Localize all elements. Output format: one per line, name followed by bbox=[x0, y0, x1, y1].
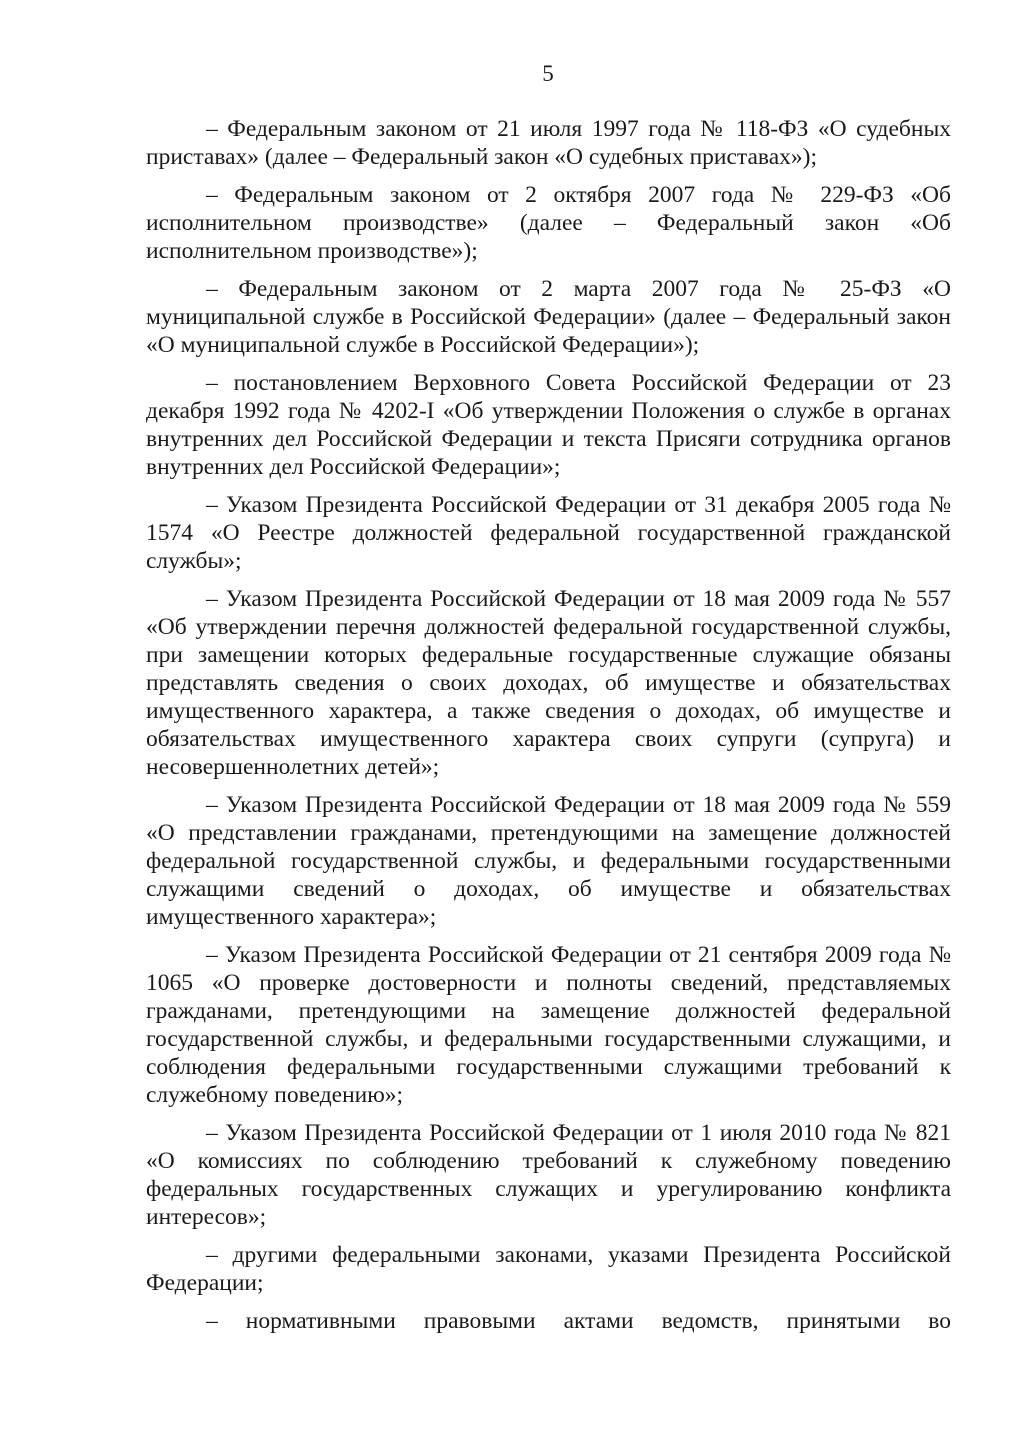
paragraph-ukaz-559: – Указом Президента Российской Федерации от 18 мая 2009 года № 559 «О представлении гражданами, претендующими на замещение должностей федеральной государственной службы, и федеральными государственными служащими сведений о доходах, об имуществе и обязательствах имущественного характера»; bbox=[146, 792, 951, 930]
document-body bbox=[146, 115, 951, 1345]
paragraph-other-laws: – другими федеральными законами, указами Президента Российской Федерации; bbox=[146, 1242, 951, 1296]
paragraph-ukaz-1065: – Указом Президента Российской Федерации от 21 сентября 2009 года № 1065 «О проверке достоверности и полноты сведений, представляемых гражданами, претендующими на замещение должностей федеральной государственной службы, и федеральными государственными служащими, и соблюдения федеральными государственными служащими требований к служебному поведению»; bbox=[146, 942, 951, 1108]
paragraph-fz-25: – Федеральным законом от 2 марта 2007 года № 25-ФЗ «О муниципальной службе в Российской Федерации» (далее – Федеральный закон «О муниципальной службе в Российской Федерации»); bbox=[146, 276, 951, 358]
paragraph-normative-acts: – нормативными правовыми актами ведомств, принятыми во bbox=[206, 1308, 951, 1334]
paragraph-ukaz-1574: – Указом Президента Российской Федерации от 31 декабря 2005 года № 1574 «О Реестре должностей федеральной государственной гражданской службы»; bbox=[146, 492, 951, 574]
paragraph-postanovlenie-4202: – постановлением Верховного Совета Российской Федерации от 23 декабря 1992 года № 4202-I «Об утверждении Положения о службе в органах внутренних дел Российской Федерации и текста Присяги сотрудника органов внутренних дел Российской Федерации»; bbox=[146, 370, 951, 480]
paragraph-fz-118: – Федеральным законом от 21 июля 1997 года № 118-ФЗ «О судебных приставах» (далее – Федеральный закон «О судебных приставах»); bbox=[146, 116, 951, 170]
page-number: 5 bbox=[542, 61, 554, 86]
paragraph-ukaz-821: – Указом Президента Российской Федерации от 1 июля 2010 года № 821 «О комиссиях по соблюдению требований к служебному поведению федеральных государственных служащих и урегулированию конфликта интересов»; bbox=[146, 1120, 951, 1230]
paragraph-ukaz-557: – Указом Президента Российской Федерации от 18 мая 2009 года № 557 «Об утверждении перечня должностей федеральной государственной службы, при замещении которых федеральные государственные служащие обязаны представлять сведения о своих доходах, об имуществе и обязательствах имущественного характера, а также сведения о доходах, об имуществе и обязательствах имущественного характера своих супруги (супруга) и несовершеннолетних детей»; bbox=[146, 586, 951, 780]
paragraph-fz-229: – Федеральным законом от 2 октября 2007 года № 229-ФЗ «Об исполнительном производстве» (далее – Федеральный закон «Об исполнительном производстве»); bbox=[146, 182, 951, 264]
